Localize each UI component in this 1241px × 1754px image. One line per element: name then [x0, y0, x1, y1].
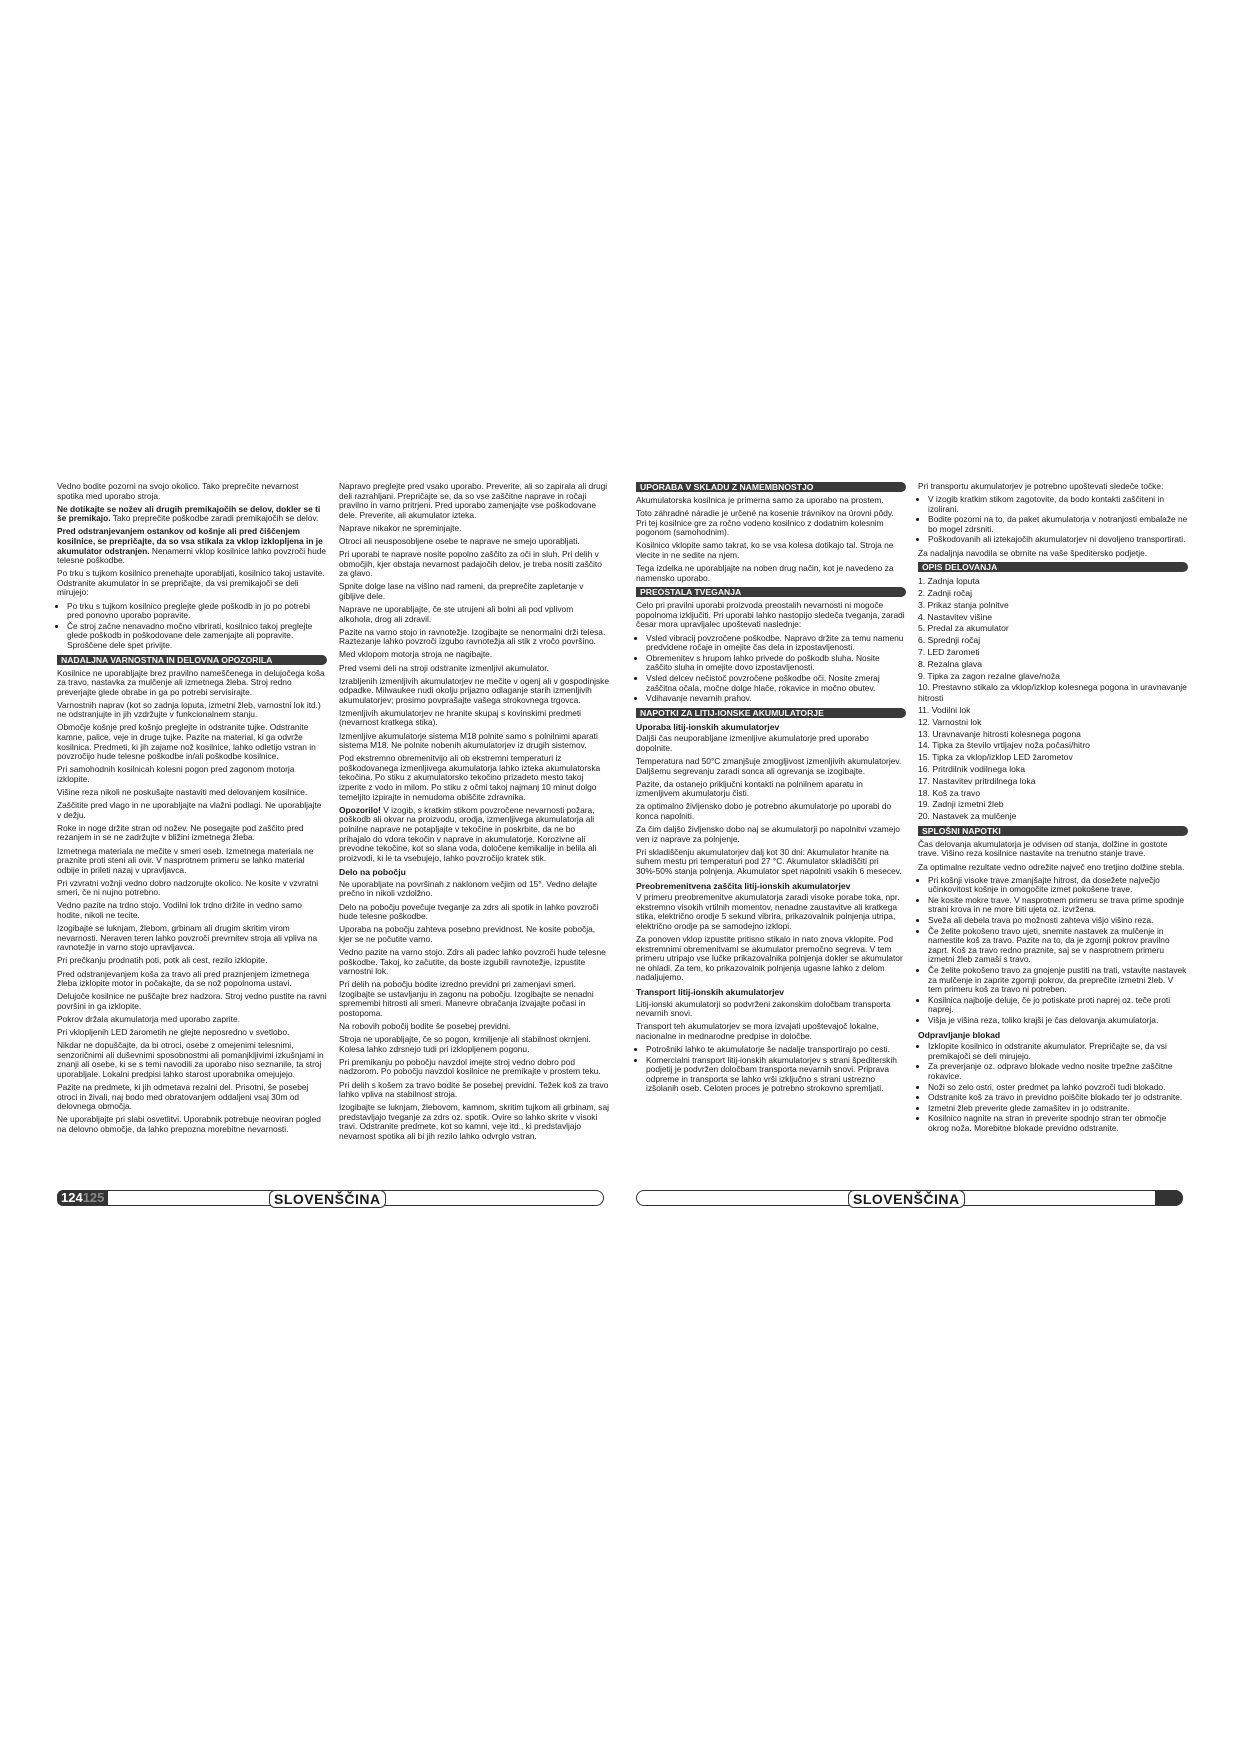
paragraph: Celo pri pravilni uporabi proizvoda preostalih nevarnosti ni mogoče popolnoma izključiti. Pri uporabi lahko nastopijo sledeča tveganja, zaradi česar mora upravljalec upoštevati naslednje:	[636, 600, 905, 630]
list-item: • Odstranite koš za travo in previdno poiščite blokado ter jo odstranite.	[928, 1093, 1188, 1103]
paragraph: Čas delovanja akumulatorja je odvisen od stanja, dolžine in gostote trave. Višino reza kosilnice nastavite na trenutno stanje trave.	[918, 838, 1168, 859]
section-heading: SPLOŠNI NAPOTKI	[918, 826, 1188, 836]
paragraph: Ne uporabljate na površinah z naklonom večjim od 15°. Vedno delajte prečno in nikoli vzdolžno.	[339, 878, 598, 899]
paragraph: Kosilnico vklopite samo takrat, ko se vsa kolesa dotikajo tal. Stroja ne vlecite in ne sedite na njem.	[636, 540, 894, 560]
bullet-list	[57, 602, 327, 651]
bullet-list	[918, 1042, 1188, 1133]
section-heading: NAPOTKI ZA LITIJ-IONSKE AKUMULATORJE	[636, 708, 906, 718]
paragraph: Izmenljivih akumulatorjev ne hranite skupaj s kovinskimi predmeti (nevarnost kratkega stika).	[339, 707, 582, 728]
paragraph: Temperatura nad 50°C zmanjšuje zmogljivost izmenljivih akumulatorjev. Daljšemu segrevanju zaradi sonca ali ogrevanja se izogibajte.	[636, 755, 902, 776]
paragraph: Tega izdelka ne uporabljajte na noben drug način, kot je navedeno za namensko uporabo.	[636, 563, 894, 583]
parts-list-item: 13. Uravnavanje hitrosti kolesnega pogona	[918, 728, 1081, 739]
parts-list-item: 20. Nastavek za mulčenje	[918, 811, 1017, 822]
paragraph: Delujoče kosilnice ne puščajte brez nadzora. Stroj vedno pustite na ravni površini in ga izklopite.	[57, 991, 327, 1011]
paragraph: Stroja ne uporabljajte, če so pogon, krmiljenje ali stabilnost okrnjeni. Kolesa lahko zdrsnejo tudi pri izklopljenem pogonu.	[339, 1034, 591, 1054]
paragraph: Izmetnega materiala ne mečite v smeri oseb. Izmetnega materiala ne praznite proti steni ali ovir. V nasprotnem primeru se lahko material odbije in prileti nazaj v upravljavca.	[57, 845, 314, 875]
list-item: • Če želite pokošeno travo za gnojenje pustiti na trati, vstavite nastavek za mulčenje in zaprite zgornji pokrov, da preprečite izmetni žleb. V tem primeru koš za travo ni potreben.	[928, 966, 1188, 995]
footer-endcap	[1155, 1190, 1183, 1206]
paragraph: Pri skladiščenju akumulatorjev dalj kot 30 dni: Akumulator hranite na suhem mestu pri temperaturi pod 27 °C. Akumulator skladiščiti pri 30%-50% stanja polnjenja. Akumulator spet napolniti vsakih 6 mesecev.	[636, 846, 902, 876]
paragraph: Naprave nikakor ne spreminjajte.	[339, 522, 462, 533]
parts-list-item: 6. Sprednji ročaj	[918, 635, 981, 646]
paragraph: Uporaba na pobočju zahteva posebno previdnost. Ne kosite pobočja, kjer se ne počutite varno.	[339, 924, 596, 944]
list-item: • Potrošniki lahko te akumulatorje še nadalje transportirajo po cesti.	[646, 1045, 906, 1055]
paragraph: Akumulatorska kosilnica je primerna samo za uporabo na prostem.	[636, 495, 884, 505]
paragraph: Pokrov držala akumulatorja med uporabo zaprite.	[57, 1013, 240, 1024]
paragraph: Med vklopom motorja stroja ne nagibajte.	[339, 649, 493, 660]
parts-list-item: 5. Predal za akumulator	[918, 623, 1009, 634]
paragraph: Delo na pobočju povečuje tveganje za zdrs ali spotik in lahko povzroči hude telesne poškodbe.	[339, 901, 599, 922]
bullet-list	[636, 1045, 906, 1094]
paragraph: Za optimalne rezultate vedno odrežite največ eno tretjino dolžine stebla.	[918, 861, 1185, 872]
list-item: • Vdihavanje nevarnih prahov.	[646, 694, 906, 704]
paragraph: Pri premikanju po pobočju navzdol imejte stroj vedno dobro pod nadzorom. Po pobočju navzdol kosilnice ne premikajte v prostem teku.	[339, 1056, 601, 1077]
parts-list-item: 14. Tipka za število vrtljajev noža počasi/hitro	[918, 740, 1090, 751]
section-heading: UPORABA V SKLADU Z NAMEMBNOSTJO	[636, 482, 906, 492]
paragraph: Pri transportu akumulatorjev je potrebno upoštevati sledeče točke:	[918, 481, 1164, 491]
parts-list-item: 8. Rezalna glava	[918, 658, 983, 669]
paragraph: Pri vzvratni vožnji vedno dobro nadzorujte okolico. Ne kosite v vzvratni smeri, če ni nujno potrebno.	[57, 877, 319, 898]
parts-list-item: 4. Nastavitev višine	[918, 611, 993, 622]
parts-list-item: 17. Nastavitev pritrdilnega loka	[918, 775, 1036, 786]
list-item: • Poškodovanih ali iztekajočih akumulatorjev ni dovoljeno transportirati.	[928, 535, 1188, 545]
paragraph: Za ponoven vklop izpustite pritisno stikalo in nato znova vklopite. Pod ekstremnimi obremenitvami se akumulator premočno segreva. V tem primeru utripajo vse lučke prikazovalnika polnjenja dokler se akumulator ne ohladi. Za tem, ko prikazovalnik polnjenja ugasne lahko z delom nadaljujemo.	[636, 933, 903, 983]
list-item: • Vsled delcev nečistoč povzročene poškodbe oči. Nosite zmeraj zaščitna očala, močne dolge hlače, rokavice in močno obutev.	[646, 674, 906, 693]
paragraph: Naprave ne uporabljajte, če ste utrujeni ali bolni ali pod vplivom alkohola, drog ali zdravil.	[339, 604, 574, 624]
list-item: • Sveža ali debela trava po možnosti zahteva višjo višino reza.	[928, 916, 1188, 926]
list-item: • Noži so zelo ostri, oster predmet pa lahko povzroči tudi blokado.	[928, 1083, 1188, 1093]
paragraph: Napravo preglejte pred vsako uporabo. Preverite, ali so zapirala ali drugi deli razrahljani. Prepričajte se, da so vse zaščitne naprave in ročaji pravilno in varno pritrjeni. Pred uporabo zamenjajte vse poškodovane dele. Preverite, ali akumulator izteka.	[339, 481, 608, 520]
language-label: SLOVENŠČINA	[848, 1190, 965, 1208]
language-label: SLOVENŠČINA	[269, 1190, 386, 1208]
paragraph: Nikdar ne dopuščajte, da bi otroci, osebe z omejenimi telesnimi, senzoričnimi ali duševnimi sposobnostmi ali pomanjkljivimi izkušnjami in znanji ali osebe, ki se s temi navodili za uporabo niso seznanile, ta stroj uporabljale. Lokalni predpisi lahko starost uporabnika omejujejo.	[57, 1040, 324, 1079]
left-column-2	[339, 482, 609, 1145]
parts-list	[918, 576, 1188, 822]
paragraph: Na robovih pobočij bodite še posebej previdni.	[339, 1021, 511, 1032]
bullet-list	[918, 495, 1188, 545]
list-item: • Vsled vibracij povzročene poškodbe. Napravo držite za temu namenu predvidene ročaje in omejite čas dela in izpostavljenosti.	[646, 634, 906, 653]
paragraph: Ne uporabljajte pri slabi osvetlitvi. Uporabnik potrebuje neoviran pogled na delovno območje, da lahko prepozna morebitne nevarnosti.	[57, 1114, 321, 1134]
bullet-list	[636, 634, 906, 704]
paragraph: Izogibajte se luknjam, žlebom, grbinam ali drugim skritim virom nevarnosti. Neraven teren lahko povzroči prevrnitev stroja ali vpliva na ravnotežje in varno stojo upravljavca.	[57, 923, 318, 953]
list-item: • Višja je višina reza, toliko krajši je čas delovanja akumulatorja.	[928, 1016, 1188, 1026]
list-item: • Kosilnica najbolje deluje, če jo potiskate proti naprej oz. teče proti naprej.	[928, 996, 1188, 1015]
list-item: • Po trku s tujkom kosilnico preglejte glede poškodb in jo po potrebi pred ponovno uporabo popravite.	[67, 602, 327, 621]
list-item: • Pri košnji visoke trave zmanjšajte hitrost, da dosežete največjo učinkovitost košnje in omogočite izmet pokošene trave.	[928, 876, 1188, 895]
paragraph: Pazite na predmete, ki jih odmetava rezalni del. Prisotni, še posebej otroci in živali, naj bodo med obratovanjem oddaljeni vsaj 30m od delovnega območja.	[57, 1081, 309, 1112]
parts-list-item: 12. Varnostni lok	[918, 716, 982, 727]
paragraph: Izogibajte se luknjam, žlebovom, kamnom, skritim tujkom ali grbinam, saj predstavljajo tveganje za zdrs oz. spotik. Ovire so lahko skrite v visoki travi. Odstranite predmete, kot so kamni, veje itd., ki predstavljajo nevarnost spotika ali bi jih rezilo lahko odvrglo vstran.	[339, 1102, 609, 1142]
parts-list-item: 10. Prestavno stikalo za vklop/izklop kolesnega pogona in uravnavanje hitrosti	[918, 682, 1187, 704]
paragraph: Opozorilo! V izogib, s kratkim stikom povzročene nevarnosti požara, poškodb ali okvar na proizvodu, orodja, izmenljivega akumulatorja ali polnilne naprave ne potapljajte v tekočine in poskrbite, da ne bo prihajalo do vdora tekočin v naprave in akumulatorje. Korozivne ali prevodne tekočine, kot so slana voda, določene kemikalije in belila ali proizvodi, ki le ta vsebujejo, lahko povzročijo kratek stik.	[339, 804, 597, 863]
parts-list-item: 7. LED žarometi	[918, 646, 980, 657]
paragraph: Roke in noge držite stran od nožev. Ne posegajte pod zaščito pred rezanjem in se ne zadržujte v bližini izmetnega žleba.	[57, 822, 304, 843]
left-page-footer	[57, 1190, 605, 1206]
paragraph: Daljši čas neuporabljane izmenljive akumulatorje pred uporabo dopolnite.	[636, 733, 869, 753]
paragraph: Vedno pazite na trdno stojo. Vodilni lok trdno držite in vedno samo hodite, nikoli ne tecite.	[57, 900, 302, 921]
paragraph: Odstranite akumulator in se prepričajte, da vsi premikajoči se deli mirujejo:	[57, 577, 299, 598]
list-item: • Komercialni transport litij-ionskih akumulatorjev s strani špediterskih podjetij je podvržen določbam transporta nevarnih snovi. Priprava odpreme in transporta se lahko vrši izključno s strani ustrezno izšolanih oseb. Celoten proces je potrebno strokovno spremljati.	[646, 1056, 906, 1094]
left-column-1	[57, 482, 327, 1138]
parts-list-item: 9. Tipka za zagon rezalne glave/noža	[918, 670, 1060, 681]
paragraph: za optimalno življensko dobo je potrebno akumulatorje po uporabi do konca napolniti.	[636, 801, 892, 821]
paragraph: Otroci ali neusposobljene osebe te naprave ne smejo uporabljati.	[339, 535, 580, 546]
parts-list-item: 2. Zadnji ročaj	[918, 587, 972, 598]
paragraph: Vedno bodite pozorni na svojo okolico. Tako preprečite nevarnost spotika med uporabo stroja.	[57, 481, 299, 501]
paragraph: Kosilnice ne uporabljajte brez pravilno nameščenega in delujočega koša za travo, nastavka za mulčenje ali izmetnega žleba. Stroj redno preverjajte glede obrabe in ga po potrebi servisirajte.	[57, 667, 325, 697]
paragraph: Višine reza nikoli ne poskušajte nastaviti med delovanjem kosilnice.	[57, 787, 308, 798]
page-number: 124	[61, 1190, 83, 1205]
paragraph: Ne dotikajte se nožev ali drugih premikajočih se delov, dokler se ti še premikajo. Tako preprečite poškodbe zaradi premikajočih se delov.	[57, 503, 321, 524]
parts-list-item: 11. Vodilni lok	[918, 704, 971, 715]
subheading: Preobremenitvena zaščita litij-ionskih akumulatorjev	[636, 880, 851, 891]
parts-list-item: 19. Zadnji izmetni žleb	[918, 799, 1004, 810]
section-heading: OPIS DELOVANJA	[918, 562, 1188, 572]
subheading: Odpravljanje blokad	[918, 1029, 1001, 1040]
paragraph: Pri delih na pobočju bodite izredno previdni pri zamenjavi smeri. Izogibajte se ustavljanju in zagonu na pobočju. Izogibajte se nenadni spremembi hitrosti ali smeri. Manevre obračanja izvajajte počasi in postopoma.	[339, 979, 594, 1018]
paragraph: V primeru preobremenitve akumulatorja zaradi visoke porabe toka, npr. ekstremno visokih vrtilnih momentov, nenadne zaustavitve ali kratkega stika, električno orodje 5 sekund vibrira, prikazovalnik polnjenja utripa, električno orodje pa se samodejno izklopi.	[636, 892, 900, 931]
parts-list-item: 18. Koš za travo	[918, 787, 981, 798]
paragraph: Za čim daljšo življensko dobo naj se akumulatorji po napolnitvi vzamejo ven iz naprave za polnjenje.	[636, 824, 900, 844]
right-column-2	[918, 482, 1188, 1137]
list-item: • Za preverjanje oz. odpravo blokade vedno nosite trpežne zaščitne rokavice.	[928, 1062, 1188, 1081]
paragraph: Varnostnih naprav (kot so zadnja loputa, izmetni žleb, varnostni lok itd.) ne odstranjujte in jih vzdržujte v funkcionalnem stanju.	[57, 699, 321, 720]
paragraph: Litij-ionski akumulatorji so podvrženi zakonskim določbam transporta nevarnih snovi.	[636, 998, 891, 1019]
parts-list-item: 15. Tipka za vklop/izklop LED žarometov	[918, 752, 1073, 763]
page-number: 125	[82, 1190, 105, 1205]
paragraph: Pri prečkanju prodnatih poti, potk ali cest, rezilo izklopite.	[57, 955, 268, 966]
list-item: • Če želite pokošeno travo ujeti, snemite nastavek za mulčenje in namestite koš za travo. Pazite na to, da je zgornji pokrov pravilno zaprt. Koš za travo redno praznite, saj se v nasprotnem primeru izmetni žleb zamaši s travo.	[928, 927, 1188, 965]
subheading: Uporaba litij-ionskih akumulatorjev	[636, 721, 780, 732]
paragraph: Pri uporabi te naprave nosite popolno zaščito za oči in sluh. Pri delih v območjih, kjer obstaja nevarnost padajočih delov, je treba nositi zaščito za glavo.	[339, 549, 602, 579]
list-item: • Kosilnico nagnite na stran in preverite spodnjo stran ter območje okrog noža. Morebitne blokade previdno odstranite.	[928, 1114, 1188, 1133]
parts-list-item: 3. Prikaz stanja polnitve	[918, 599, 1009, 610]
paragraph: Pazite, da ostanejo priključni kontakti na polnilnem aparatu in izmenljivem akumulatorju čisti.	[636, 778, 863, 799]
parts-list-item: 16. Pritrdilnik vodilnega loka	[918, 763, 1026, 774]
list-item: • Izklopite kosilnico in odstranite akumulator. Prepričajte se, da vsi premikajoči se deli mirujejo.	[928, 1042, 1188, 1061]
right-column-1	[636, 482, 906, 1097]
paragraph: Pred vsemi deli na stroji odstranite izmenljivi akumulator.	[339, 662, 549, 673]
page-numbers	[57, 1190, 108, 1206]
paragraph: Transport teh akumulatorjev se mora izvajati upoštevajoč lokalne, nacionalne in mednarodne predpise in določbe.	[636, 1021, 879, 1041]
paragraph: Pod ekstremno obremenitvijo ali ob ekstremni temperaturi iz poškodovanega izmenljivega akumulatorja lahko izteka akumulatorska tekočina. Po stiku z akumulatorsko tekočino prizadeto mesto takoj izperite z vodo in milom. Po stiku z očmi takoj najmanj 10 minut dolgo temeljito izpirajte in nemudoma obiščite zdravnika.	[339, 753, 601, 802]
bullet-list	[918, 876, 1188, 1026]
list-item: • Izmetni žleb preverite glede zamašitev in jo odstranite.	[928, 1104, 1188, 1114]
paragraph: Zaščitite pred vlago in ne uporabljajte na vlažni podlagi. Ne uporabljajte v dežju.	[57, 800, 322, 820]
subheading: Transport litij-ionskih akumulatorjev	[636, 986, 785, 997]
paragraph: Pri samohodnih kosilnicah kolesni pogon pred zagonom motorja izklopite.	[57, 764, 295, 784]
paragraph: Izrabljenih izmenljivih akumulatorjev ne mečite v ogenj ali v gospodinjske odpadke. Milwaukee nudi okolju prijazno odlaganje starih izmenljivih akumulatorjev; prosimo povprašajte vašega strokovnega trgovca.	[339, 675, 609, 705]
paragraph: Vedno pazite na varno stojo. Zdrs ali padec lahko povzroči hude telesne poškodbe. Takoj, ko začutite, da boste izgubili ravnotežje, izpustite varnostni lok.	[339, 946, 606, 977]
paragraph: Pred odstranjevanjem koša za travo ali pred praznjenjem izmetnega žleba izklopite motor in počakajte, da se nož popolnoma ustavi.	[57, 968, 310, 989]
paragraph: Za nadaljnja navodila se obrnite na vaše špeditersko podjetje.	[918, 547, 1148, 558]
parts-list-item: 1. Zadnja loputa	[918, 576, 980, 587]
list-item: • Ne kosite mokre trave. V nasprotnem primeru se trava prime spodnje strani krova in ne more biti ujeta oz. izvržena.	[928, 896, 1188, 915]
subheading: Delo na pobočju	[339, 867, 406, 878]
paragraph: Pred odstranjevanjem ostankov od košnje ali pred čiščenjem kosilnice, se prepričajte, da so vsa stikala za vklop izklopljena in je akumulator odstranjen. Nenamerni vklop kosilnice lahko povzroči hude telesne poškodbe.	[57, 526, 327, 566]
paragraph: Po trku s tujkom kosilnico prenehajte uporabljati, kosilnico takoj ustavite.	[57, 568, 325, 579]
list-item: • Če stroj začne nenavadno močno vibrirati, kosilnico takoj preglejte glede poškodb in poškodovane dele zamenjajte ali popravite. Sproščene dele spet privijte.	[67, 622, 327, 651]
paragraph: Pri vklopljenih LED žarometih ne glejte neposredno v svetlobo.	[57, 1027, 290, 1037]
paragraph: Pazite na varno stojo in ravnotežje. Izogibajte se nenormalni drži telesa. Raztezanje lahko povzroči izgubo ravnotežja ali stik z vročo površino.	[339, 626, 606, 647]
right-page-footer	[636, 1190, 1184, 1206]
section-heading: PREOSTALA TVEGANJA	[636, 587, 906, 597]
paragraph: Toto záhradné náradie je určené na kosenie trávnikov na úrovni pôdy. Pri tej kosilnice gre za ročno vodeno kosilnico z dodatnim kolesnim pogonom (samohodnim).	[636, 508, 894, 538]
section-heading: NADALJNA VARNOSTNA IN DELOVNA OPOZORILA	[57, 655, 327, 665]
list-item: • Bodite pozorni na to, da paket akumulatorja v notranjosti embalaže ne bo mogel zdrsniti.	[928, 515, 1188, 534]
list-item: • Obremenitev s hrupom lahko privede do poškodb sluha. Nosite zaščito sluha in omejite dovo izpostavljenosti.	[646, 654, 906, 673]
list-item: • V izogib kratkim stikom zagotovite, da bodo kontakti zaščiteni in izolirani.	[928, 495, 1188, 514]
paragraph: Območje košnje pred košnjo preglejte in odstranite tujke. Odstranite kamne, palice, veje in druge tujke. Pazite na material, ki ga odvrže kosilnica. Predmeti, ki jih zajame nož kosilnice, lahko odletijo vstran in povzročijo hude telesne poškodbe in/ali poškodbe kosilnice.	[57, 722, 316, 762]
paragraph: Pri delih s košem za travo bodite še posebej previdni. Težek koš za travo lahko vpliva na stabilnost stroja.	[339, 1079, 609, 1100]
paragraph: Spnite dolge lase na višino nad rameni, da preprečite zapletanje v gibljive dele.	[339, 581, 584, 601]
paragraph: Izmenljive akumulatorje sistema M18 polnite samo s polnilnimi aparati sistema M18. Ne polnite nobenih akumulatorjev iz drugih sistemov.	[339, 730, 598, 751]
